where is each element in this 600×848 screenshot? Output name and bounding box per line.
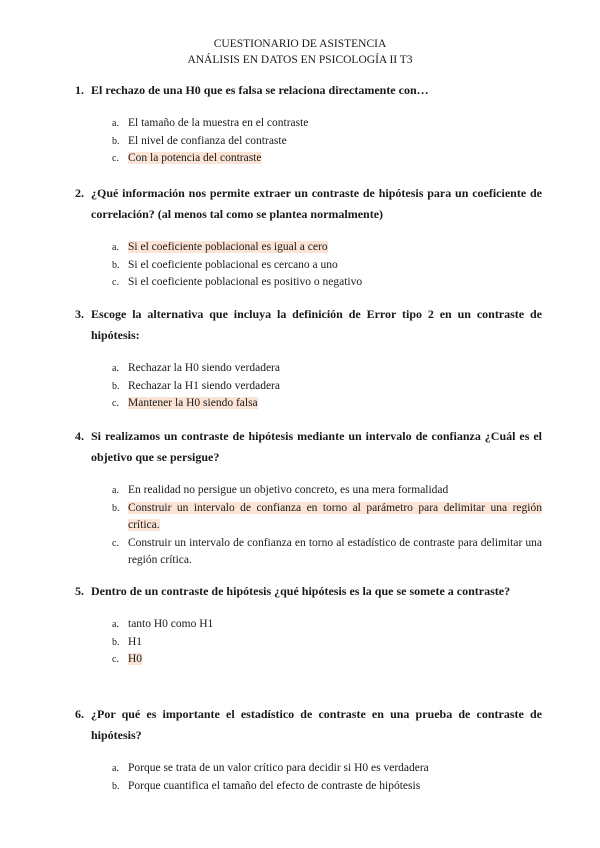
option-text: Porque cuantifica el tamaño del efecto de contraste de hipótesis [128,779,421,792]
option-text: Si el coeficiente poblacional es igual a cero [128,241,328,253]
question-text [75,581,542,602]
option-a [75,360,542,378]
document-header [0,36,600,68]
option-text: Construir un intervalo de confianza en torno al parámetro para delimitar una región crítica. [128,501,542,531]
question-body: Escoge la alternativa que incluya la definición de Error tipo 2 en un contraste de hipótesis: [91,307,542,342]
question-text [75,304,542,346]
question-5 [75,581,542,669]
option-text: Rechazar la H1 siendo verdadera [128,379,280,392]
option-letter: a. [112,485,119,496]
option-a [75,482,542,500]
option-letter: b. [112,780,120,792]
question-text [75,183,542,225]
header-title: CUESTIONARIO DE ASISTENCIA [213,38,387,50]
question-text [75,426,542,468]
option-letter: a. [112,242,119,253]
header-subtitle: ANÁLISIS EN DATOS EN PSICOLOGÍA II T3 [187,54,413,66]
option-letter: c. [112,277,119,288]
question-body: El rechazo de una H0 que es falsa se relaciona directamente con… [91,83,429,97]
option-text: En realidad no persigue un objetivo concreto, es una mera formalidad [128,484,449,496]
option-b [75,133,542,151]
option-a-highlighted [75,239,542,257]
option-text: H1 [128,635,143,648]
option-letter: c. [112,398,119,409]
option-text: Rechazar la H0 siendo verdadera [128,362,280,374]
option-letter: a. [112,363,119,374]
option-letter: b. [112,135,120,147]
question-6 [75,704,542,795]
question-number: 5. [75,584,84,598]
option-c-highlighted [75,651,542,669]
question-body: ¿Qué información nos permite extraer un contraste de hipótesis para un coeficiente de correlación? (al menos tal como se plantea normalmente) [91,186,542,221]
option-text: El tamaño de la muestra en el contraste [128,117,309,129]
option-b-highlighted [75,500,542,535]
option-text: Si el coeficiente poblacional es cercano a uno [128,258,338,271]
option-text: tanto H0 como H1 [128,618,214,630]
question-text [75,80,542,101]
option-text: Mantener la H0 siendo falsa [128,397,258,409]
option-text: Construir un intervalo de confianza en torno al estadístico de contraste para delimitar una región crítica. [128,536,542,566]
question-text [75,704,542,746]
question-number: 6. [75,707,84,721]
option-text: El nivel de confianza del contraste [128,134,287,147]
option-letter: a. [112,763,119,774]
question-body: ¿Por qué es importante el estadístico de contraste en una prueba de contraste de hipótesis? [91,707,542,742]
question-body: Dentro de un contraste de hipótesis ¿qué hipótesis es la que se somete a contraste? [91,584,511,598]
option-b [75,634,542,652]
question-3 [75,304,542,413]
option-letter: b. [112,380,120,392]
option-a [75,616,542,634]
option-letter: b. [112,636,120,648]
option-letter: a. [112,118,119,129]
option-b [75,257,542,275]
option-c [75,274,542,292]
option-text: H0 [128,653,143,665]
option-letter: c. [112,153,119,164]
option-letter: a. [112,619,119,630]
question-2 [75,183,542,292]
option-text: Si el coeficiente poblacional es positivo o negativo [128,276,363,288]
option-c [75,535,542,570]
option-a [75,115,542,133]
question-number: 2. [75,186,84,200]
option-text: Porque se trata de un valor crítico para decidir si H0 es verdadera [128,762,429,774]
option-letter: b. [112,259,120,271]
option-letter: c. [112,654,119,665]
question-number: 3. [75,307,84,321]
option-letter: b. [112,502,120,514]
option-a [75,760,542,778]
question-4 [75,426,542,570]
question-1 [75,80,542,168]
option-b [75,778,542,796]
option-letter: c. [112,537,119,549]
question-number: 4. [75,429,84,443]
option-c-highlighted [75,150,542,168]
option-b [75,378,542,396]
question-number: 1. [75,83,84,97]
question-body: Si realizamos un contraste de hipótesis mediante un intervalo de confianza ¿Cuál es el objetivo que se persigue? [91,429,542,464]
option-text: Con la potencia del contraste [128,152,262,164]
option-c-highlighted [75,395,542,413]
